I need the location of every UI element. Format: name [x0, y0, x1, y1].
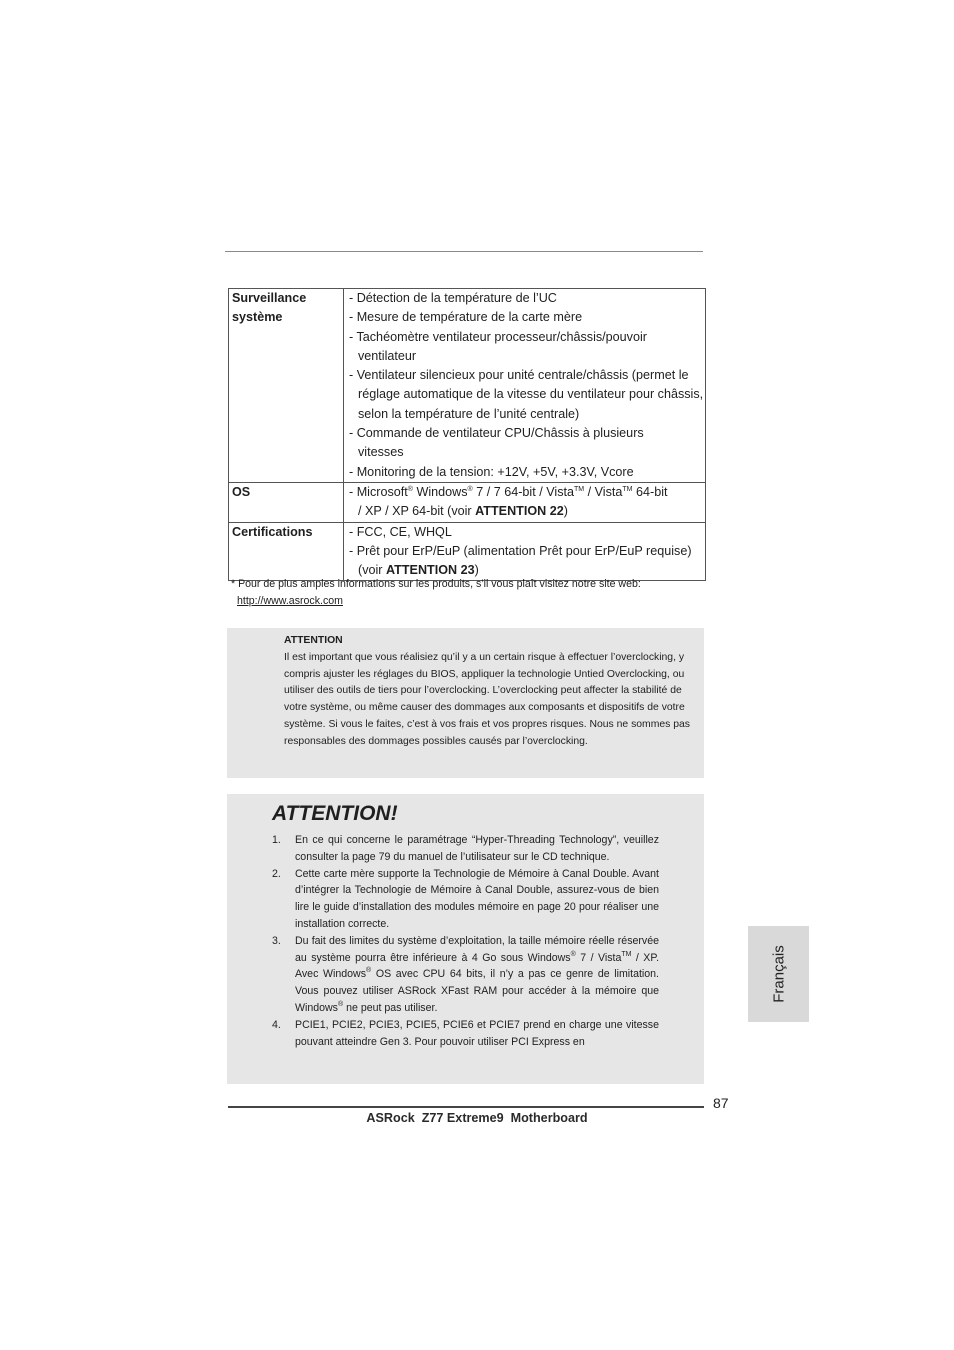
- spec-row-certifications: [229, 522, 706, 581]
- attention-item: [227, 832, 659, 866]
- attention-ref: ATTENTION 23: [386, 563, 475, 578]
- trademark-mark: TM: [574, 485, 585, 493]
- registered-mark: ®: [407, 485, 413, 493]
- item-number: 2.: [272, 867, 281, 880]
- item-text: Cette carte mère supporte la Technologie de Mémoire à Canal Double. Avant d’intégrer la Technologie de Mémoire à Canal Double, assurez-vous de bien lire le guide d’installation des modules mémoire en page 20 pour réaliser une installation correcte.: [295, 867, 659, 930]
- top-divider: [225, 251, 703, 252]
- item-text: ne peut pas utiliser.: [343, 1001, 438, 1014]
- spec-label-monitoring: [229, 289, 344, 483]
- overclocking-warning-box: [227, 628, 704, 778]
- bottom-divider: [228, 1106, 704, 1108]
- item-text: En ce qui concerne le paramétrage “Hyper-Threading Technology”, veuillez consulter la page 79 du manuel de l’utilisateur sur le CD technique.: [295, 834, 659, 863]
- os-line-1: [349, 483, 704, 502]
- spec-label-line: Surveillance: [232, 291, 307, 305]
- item-number: 3.: [272, 934, 281, 947]
- asrock-website-link[interactable]: http://www.asrock.com: [237, 595, 343, 607]
- registered-mark: ®: [337, 1000, 344, 1008]
- attention-item: [227, 1017, 659, 1051]
- cert-text: ): [474, 563, 479, 578]
- trademark-mark: TM: [622, 485, 633, 493]
- warning-body: Il est important que vous réalisiez qu’il y a un certain risque à effectuer l’overclocking, y compris ajuster les réglages du BIOS, appliquer la technologie Untied Overclocking, ou utiliser des outils de tiers pour l’overclocking. L’overclocking peut affecter la stabilité de votre système, ou même causer des dommages aux composants et dispositifs de votre système. Si vous le faites, c’est à vos frais et vos propres risques. Nous ne sommes pas responsables des dommages possibles causés par l’overclocking.: [284, 651, 690, 747]
- spec-item: - Mesure de température de la carte mère: [349, 310, 583, 325]
- item-text: / XP. Avec Windows: [295, 951, 660, 981]
- registered-mark: ®: [366, 967, 372, 975]
- item-text: OS avec CPU 64 bits, il n’y a pas ce genre de limitation. Vous pouvez utiliser ASRock XFast RAM pour accéder à la mémoire que Windows: [295, 968, 660, 1014]
- footer-title: ASRock Z77 Extreme9 Motherboard: [366, 1111, 588, 1125]
- spec-item: - Commande de ventilateur CPU/Châssis à plusieurs vitesses: [349, 426, 644, 460]
- spec-row-os: [229, 482, 706, 522]
- os-text: - Microsoft: [349, 484, 408, 499]
- attention-ref: ATTENTION 22: [475, 504, 564, 519]
- spec-value-os: [344, 482, 706, 522]
- spec-value-monitoring: [344, 289, 706, 483]
- attention-title: ATTENTION!: [272, 802, 398, 825]
- registered-mark: ®: [570, 950, 576, 958]
- item-number: 1.: [272, 834, 281, 846]
- footnote-text: * Pour de plus amples informations sur les produits, s’il vous plaît visitez notre site web:: [231, 578, 641, 590]
- os-text: / Vista: [584, 484, 623, 499]
- spec-table: [228, 288, 706, 581]
- cert-text: (voir: [358, 563, 386, 578]
- registered-mark: ®: [467, 485, 473, 493]
- item-number: 4.: [272, 1018, 281, 1031]
- spec-item: - Ventilateur silencieux pour unité centrale/châssis (permet le réglage automatique de la vitesse du ventilateur pour châssis, selon la température de l’unité centrale): [349, 368, 704, 421]
- os-text: ): [563, 504, 568, 519]
- spec-item: - FCC, CE, WHQL: [349, 524, 452, 539]
- item-text: 7 / Vista: [575, 951, 622, 964]
- trademark-mark: TM: [621, 950, 632, 958]
- warning-heading: ATTENTION: [284, 635, 343, 646]
- spec-label-certifications: Certifications: [229, 522, 344, 581]
- spec-label-line: système: [232, 310, 283, 325]
- os-text: 64-bit: [632, 484, 668, 499]
- spec-label-os: OS: [229, 482, 344, 522]
- os-text: / XP / XP 64-bit (voir: [358, 504, 476, 519]
- os-text: Windows: [412, 484, 468, 499]
- spec-item: - Monitoring de la tension: +12V, +5V, +3.3V, Vcore: [349, 464, 634, 479]
- spec-row-monitoring: [229, 289, 706, 483]
- attention-item: [227, 866, 659, 933]
- language-tab: [748, 926, 809, 1022]
- footnote: [231, 576, 641, 610]
- language-label: Français: [770, 945, 787, 1003]
- page-number: 87: [713, 1095, 729, 1111]
- item-text: PCIE1, PCIE2, PCIE3, PCIE5, PCIE6 et PCIE7 prend en charge une vitesse pouvant atteindre Gen 3. Pour pouvoir utiliser PCI Express en: [295, 1018, 659, 1048]
- attention-box: [227, 794, 704, 1084]
- item-text: Du fait des limites du système d’exploitation, la taille mémoire réelle réservée au système pourra être inférieure à 4 Go sous Windows: [295, 934, 659, 964]
- os-text: 7 / 7 64-bit / Vista: [472, 484, 574, 499]
- attention-list: [227, 832, 659, 1050]
- attention-item: [227, 933, 659, 1017]
- spec-item: - Tachéomètre ventilateur processeur/châssis/pouvoir ventilateur: [349, 329, 647, 363]
- spec-item: - Détection de la température de l’UC: [349, 291, 557, 305]
- spec-value-certifications: [344, 522, 706, 581]
- os-line-2: [349, 502, 704, 521]
- spec-item: - Prêt pour ErP/EuP (alimentation Prêt pour ErP/EuP requise): [349, 543, 692, 558]
